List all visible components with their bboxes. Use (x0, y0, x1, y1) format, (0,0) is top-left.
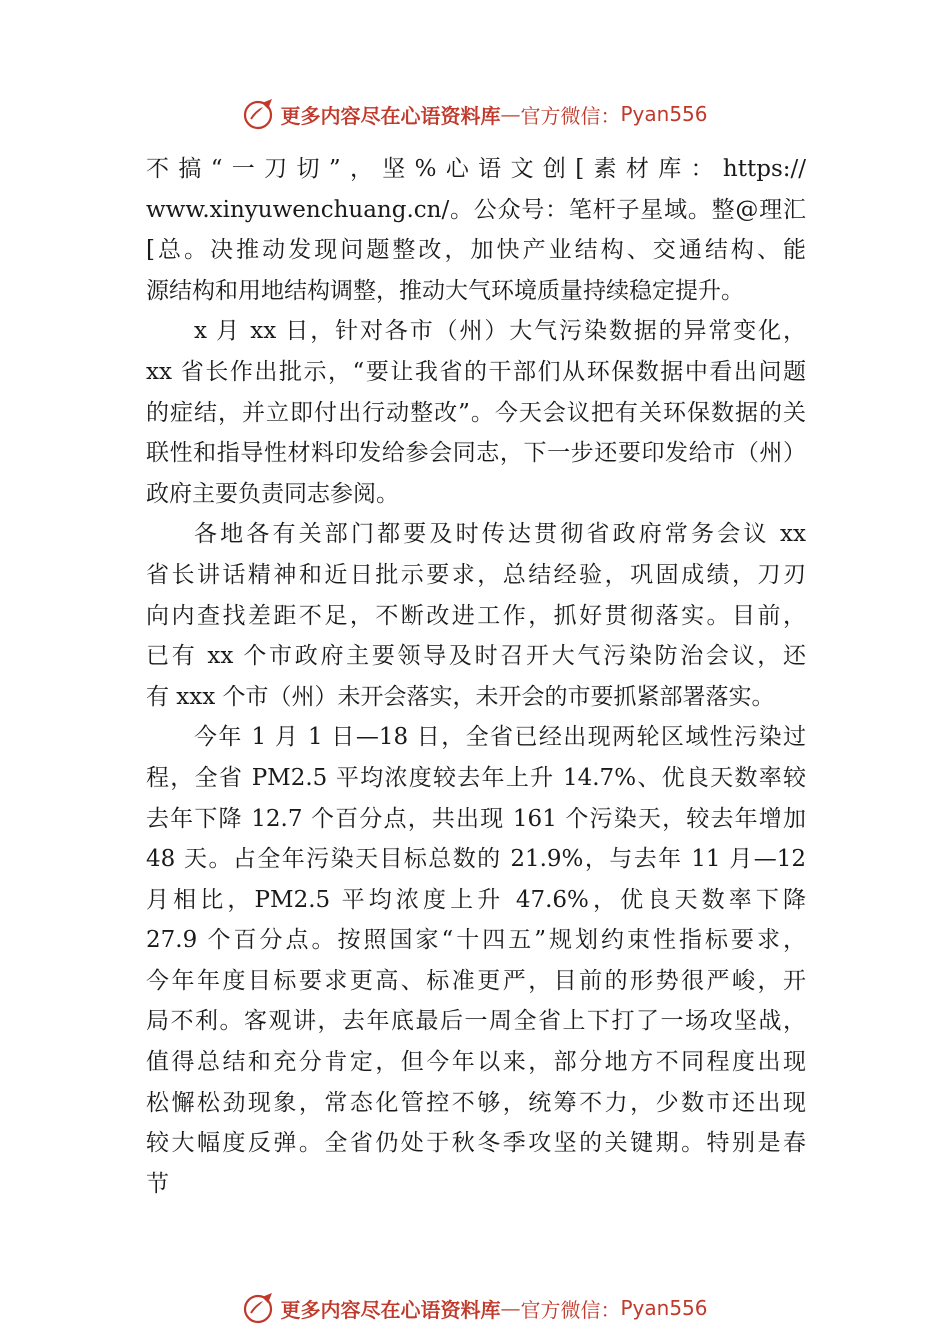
footer-brand: 更多内容尽在心语资料库 (280, 1297, 501, 1322)
text-line: 有 xxx 个市（州）未开会落实，未开会的市要抓紧部署落实。 (146, 683, 775, 710)
text-line: 去年下降 12.7 个百分点，共出现 161 个污染天，较去年增加 (146, 805, 806, 832)
footer-account: Pyan556 (620, 1296, 708, 1320)
paragraph (146, 311, 806, 514)
text-line: 的症结，并立即付出行动整改”。今天会议把有关环保数据的关 (146, 399, 806, 426)
text-line: 较大幅度反弹。全省仍处于秋冬季攻坚的关键期。特别是春 (146, 1130, 806, 1157)
pen-logo-icon (242, 1291, 276, 1325)
paragraph (146, 149, 806, 311)
text-line: 月相比，PM2.5 平均浓度上升 47.6%，优良天数率下降 (146, 886, 806, 913)
text-line: 节 (146, 1170, 169, 1197)
text-line: 向内查找差距不足，不断改进工作，抓好贯彻落实。目前， (146, 602, 806, 629)
text-line: 各地各有关部门都要及时传达贯彻省政府常务会议 xx (194, 521, 806, 548)
text-line: 政府主要负责同志参阅。 (146, 480, 399, 507)
text-line: 27.9 个百分点。按照国家“十四五”规划约束性指标要求， (146, 927, 806, 954)
header-wechat-label: 官方微信： (520, 103, 621, 128)
text-line: 不搞“一刀切”，坚%心语文创[素材库：https:// (146, 156, 806, 182)
header-separator: — (500, 102, 521, 126)
text-line: 今年 1 月 1 日—18 日，全省已经出现两轮区域性污染过 (194, 724, 806, 751)
footer-banner[interactable] (0, 1288, 950, 1328)
text-line: 值得总结和充分肯定，但今年以来，部分地方不同程度出现 (146, 1049, 806, 1076)
paragraph (146, 717, 806, 1204)
text-line: 今年年度目标要求更高、标准更严，目前的形势很严峻，开 (146, 967, 806, 994)
text-line: 松懈松劲现象，常态化管控不够，统筹不力，少数市还出现 (146, 1089, 806, 1116)
text-line: 48 天。占全年污染天目标总数的 21.9%，与去年 11 月—12 (146, 846, 806, 873)
text-line: 联性和指导性材料印发给参会同志，下一步还要印发给市（州） (146, 440, 806, 467)
text-line: 源结构和用地结构调整，推动大气环境质量持续稳定提升。 (146, 277, 744, 304)
pen-logo-icon (242, 97, 276, 131)
footer-wechat-label: 官方微信： (520, 1297, 621, 1322)
text-line: www.xinyuwenchuang.cn/。公众号：笔杆子星域。整@理汇 (146, 196, 806, 223)
header-brand: 更多内容尽在心语资料库 (280, 103, 501, 128)
text-line: x 月 xx 日，针对各市（州）大气污染数据的异常变化， (194, 318, 806, 345)
text-line: 已有 xx 个市政府主要领导及时召开大气污染防治会议，还 (146, 643, 806, 670)
text-line: xx 省长作出批示，“要让我省的干部们从环保数据中看出问题 (146, 358, 806, 385)
header-banner[interactable] (0, 94, 950, 134)
footer-separator: — (500, 1296, 521, 1320)
header-account: Pyan556 (620, 102, 708, 126)
text-line: 省长讲话精神和近日批示要求，总结经验，巩固成绩，刀刃 (146, 561, 806, 588)
text-line: 程，全省 PM2.5 平均浓度较去年上升 14.7%、优良天数率较 (146, 764, 806, 791)
document-body (146, 149, 806, 1204)
text-line: [总。决推动发现问题整改，加快产业结构、交通结构、能 (146, 237, 806, 264)
text-line: 局不利。客观讲，去年底最后一周全省上下打了一场攻坚战， (146, 1008, 806, 1035)
paragraph (146, 514, 806, 717)
